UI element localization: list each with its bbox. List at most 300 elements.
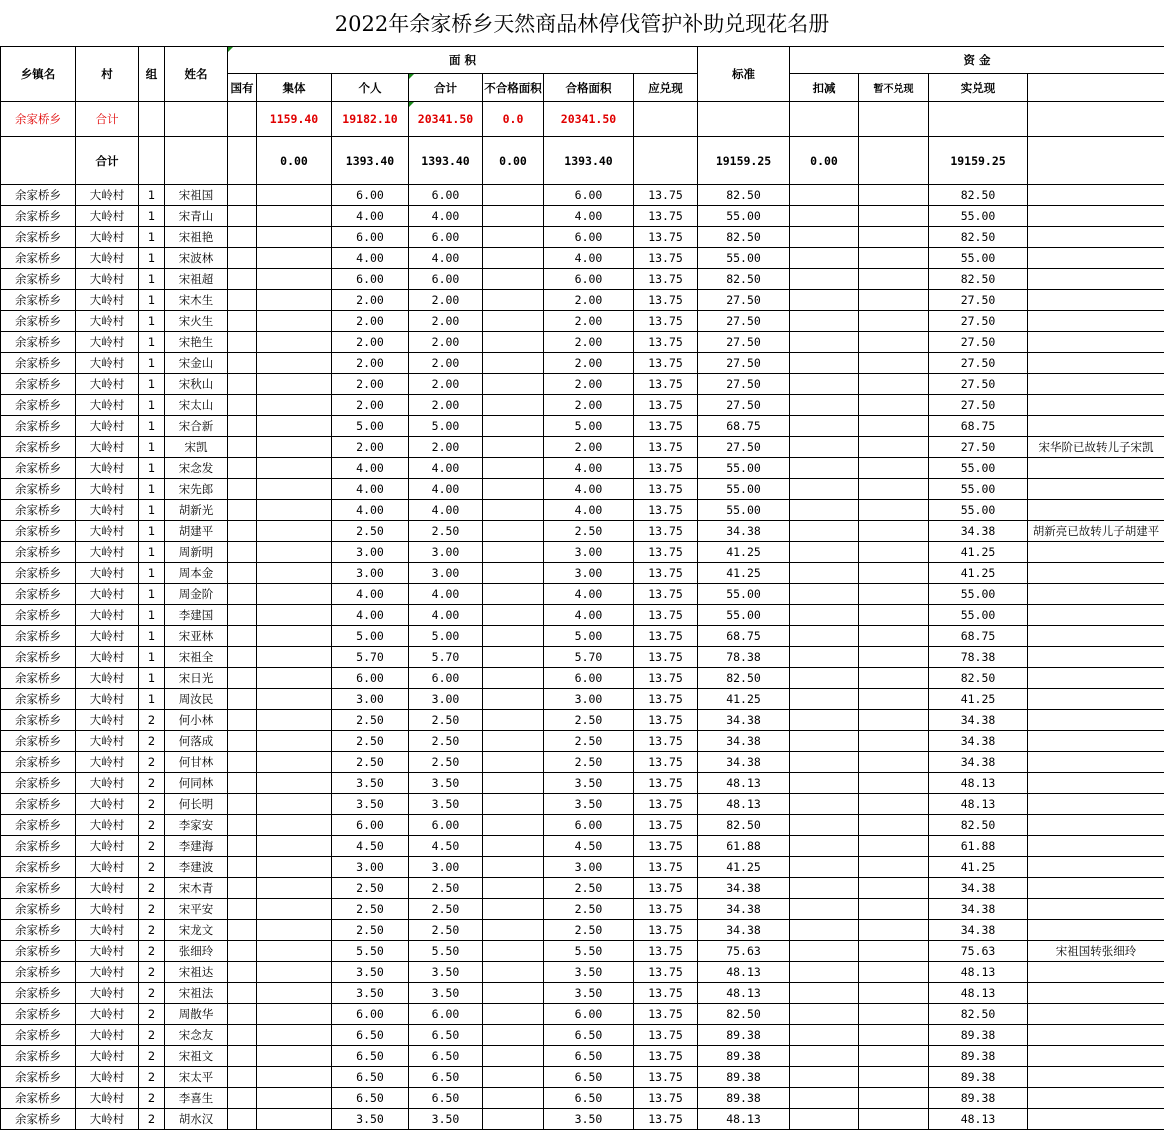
cell-pending — [859, 1025, 929, 1046]
cell-collective — [257, 290, 332, 311]
cell-paid: 89.38 — [929, 1046, 1028, 1067]
table-row — [1, 920, 1164, 941]
cell-state-owned — [228, 731, 257, 752]
summary-village-collective: 0.00 — [257, 137, 332, 185]
cell-individual: 2.50 — [332, 710, 409, 731]
cell-individual: 6.50 — [332, 1046, 409, 1067]
cell-remark — [1028, 479, 1164, 500]
cell-area-total: 2.00 — [409, 395, 483, 416]
cell-area-total: 6.00 — [409, 668, 483, 689]
cell-state-owned — [228, 185, 257, 206]
cell-group: 2 — [139, 731, 165, 752]
cell-individual: 2.00 — [332, 332, 409, 353]
cell-unqualified — [483, 983, 544, 1004]
cell-collective — [257, 710, 332, 731]
cell-group: 1 — [139, 353, 165, 374]
cell-unqualified — [483, 206, 544, 227]
cell-paid: 89.38 — [929, 1067, 1028, 1088]
cell-remark — [1028, 185, 1164, 206]
summary-village-qualified: 1393.40 — [544, 137, 634, 185]
cell-township: 余家桥乡 — [1, 1025, 76, 1046]
cell-deduction — [790, 1088, 859, 1109]
cell-township: 余家桥乡 — [1, 899, 76, 920]
cell-group: 2 — [139, 815, 165, 836]
cell-collective — [257, 353, 332, 374]
cell-payable: 27.50 — [698, 290, 790, 311]
cell-remark — [1028, 647, 1164, 668]
cell-state-owned — [228, 1109, 257, 1130]
cell-standard: 13.75 — [634, 878, 698, 899]
cell-individual: 6.00 — [332, 269, 409, 290]
cell-township: 余家桥乡 — [1, 815, 76, 836]
cell-payable: 89.38 — [698, 1046, 790, 1067]
cell-state-owned — [228, 521, 257, 542]
cell-village: 大岭村 — [76, 794, 139, 815]
cell-unqualified — [483, 479, 544, 500]
cell-area-total: 3.50 — [409, 983, 483, 1004]
cell-township: 余家桥乡 — [1, 332, 76, 353]
cell-group: 2 — [139, 962, 165, 983]
cell-standard: 13.75 — [634, 185, 698, 206]
cell-standard: 13.75 — [634, 794, 698, 815]
table-row — [1, 1109, 1164, 1130]
cell-standard: 13.75 — [634, 857, 698, 878]
cell-group: 2 — [139, 1109, 165, 1130]
cell-qualified: 3.50 — [544, 983, 634, 1004]
cell-pending — [859, 605, 929, 626]
cell-area-total: 2.00 — [409, 311, 483, 332]
cell-area-total: 4.00 — [409, 248, 483, 269]
cell-group: 1 — [139, 479, 165, 500]
cell-standard: 13.75 — [634, 416, 698, 437]
cell-unqualified — [483, 962, 544, 983]
table-row — [1, 1025, 1164, 1046]
cell-payable: 82.50 — [698, 815, 790, 836]
cell-deduction — [790, 458, 859, 479]
cell-pending — [859, 311, 929, 332]
cell-qualified: 3.50 — [544, 794, 634, 815]
cell-remark — [1028, 290, 1164, 311]
cell-group: 2 — [139, 710, 165, 731]
cell-name: 宋念发 — [165, 458, 228, 479]
cell-group: 1 — [139, 269, 165, 290]
cell-individual: 2.00 — [332, 290, 409, 311]
table-row — [1, 374, 1164, 395]
cell-paid: 27.50 — [929, 437, 1028, 458]
cell-collective — [257, 773, 332, 794]
cell-unqualified — [483, 731, 544, 752]
cell-payable: 41.25 — [698, 689, 790, 710]
cell-township: 余家桥乡 — [1, 479, 76, 500]
cell-name: 宋祖法 — [165, 983, 228, 1004]
cell-individual: 3.50 — [332, 794, 409, 815]
cell-remark — [1028, 1109, 1164, 1130]
cell-area-total: 2.00 — [409, 332, 483, 353]
cell-remark — [1028, 794, 1164, 815]
cell-township: 余家桥乡 — [1, 248, 76, 269]
cell-payable: 61.88 — [698, 836, 790, 857]
cell-remark — [1028, 353, 1164, 374]
cell-pending — [859, 290, 929, 311]
cell-standard: 13.75 — [634, 1025, 698, 1046]
roster-table — [0, 46, 1164, 1130]
cell-standard: 13.75 — [634, 941, 698, 962]
cell-village: 大岭村 — [76, 941, 139, 962]
cell-unqualified — [483, 311, 544, 332]
cell-village: 大岭村 — [76, 731, 139, 752]
cell-qualified: 6.00 — [544, 668, 634, 689]
cell-individual: 2.50 — [332, 920, 409, 941]
cell-individual: 6.50 — [332, 1067, 409, 1088]
cell-pending — [859, 794, 929, 815]
cell-payable: 27.50 — [698, 395, 790, 416]
header-state-owned: 国有 — [228, 74, 257, 102]
cell-village: 大岭村 — [76, 1067, 139, 1088]
cell-deduction — [790, 1004, 859, 1025]
cell-collective — [257, 815, 332, 836]
cell-deduction — [790, 668, 859, 689]
cell-paid: 48.13 — [929, 1109, 1028, 1130]
cell-township: 余家桥乡 — [1, 1004, 76, 1025]
cell-qualified: 6.00 — [544, 185, 634, 206]
cell-township: 余家桥乡 — [1, 962, 76, 983]
summary-village-unqualified: 0.00 — [483, 137, 544, 185]
cell-state-owned — [228, 752, 257, 773]
cell-township: 余家桥乡 — [1, 920, 76, 941]
table-row — [1, 479, 1164, 500]
summary-village-payable: 19159.25 — [698, 137, 790, 185]
cell-payable: 34.38 — [698, 878, 790, 899]
cell-name: 宋火生 — [165, 311, 228, 332]
cell-paid: 55.00 — [929, 479, 1028, 500]
cell-township: 余家桥乡 — [1, 374, 76, 395]
cell-township: 余家桥乡 — [1, 395, 76, 416]
cell-deduction — [790, 1067, 859, 1088]
cell-pending — [859, 857, 929, 878]
cell-state-owned — [228, 941, 257, 962]
summary-village-deduction: 0.00 — [790, 137, 859, 185]
cell-unqualified — [483, 374, 544, 395]
cell-name: 宋合新 — [165, 416, 228, 437]
cell-unqualified — [483, 605, 544, 626]
table-row — [1, 1088, 1164, 1109]
table-row — [1, 227, 1164, 248]
cell-unqualified — [483, 542, 544, 563]
cell-township: 余家桥乡 — [1, 563, 76, 584]
cell-group: 2 — [139, 773, 165, 794]
cell-standard: 13.75 — [634, 1109, 698, 1130]
table-row — [1, 899, 1164, 920]
cell-paid: 82.50 — [929, 269, 1028, 290]
table-row — [1, 416, 1164, 437]
cell-pending — [859, 479, 929, 500]
cell-area-total: 3.00 — [409, 563, 483, 584]
cell-group: 2 — [139, 1046, 165, 1067]
cell-collective — [257, 374, 332, 395]
cell-unqualified — [483, 353, 544, 374]
cell-group: 1 — [139, 374, 165, 395]
summary-village-label: 合计 — [76, 137, 139, 185]
cell-township: 余家桥乡 — [1, 752, 76, 773]
cell-deduction — [790, 479, 859, 500]
cell-individual: 4.00 — [332, 206, 409, 227]
cell-village: 大岭村 — [76, 752, 139, 773]
cell-standard: 13.75 — [634, 605, 698, 626]
cell-state-owned — [228, 416, 257, 437]
cell-name: 宋太平 — [165, 1067, 228, 1088]
table-row — [1, 1067, 1164, 1088]
cell-state-owned — [228, 1046, 257, 1067]
cell-area-total: 2.50 — [409, 920, 483, 941]
cell-name: 宋日光 — [165, 668, 228, 689]
cell-collective — [257, 416, 332, 437]
cell-remark — [1028, 311, 1164, 332]
cell-name: 周汝民 — [165, 689, 228, 710]
cell-unqualified — [483, 878, 544, 899]
cell-area-total: 4.00 — [409, 206, 483, 227]
cell-area-total: 2.50 — [409, 521, 483, 542]
cell-pending — [859, 1004, 929, 1025]
cell-individual: 2.00 — [332, 374, 409, 395]
header-qualified: 合格面积 — [544, 74, 634, 102]
cell-paid: 55.00 — [929, 500, 1028, 521]
header-paid: 实兑现 — [929, 74, 1028, 102]
cell-collective — [257, 1004, 332, 1025]
cell-state-owned — [228, 584, 257, 605]
cell-paid: 82.50 — [929, 815, 1028, 836]
cell-unqualified — [483, 458, 544, 479]
cell-pending — [859, 1109, 929, 1130]
cell-individual: 3.50 — [332, 983, 409, 1004]
cell-deduction — [790, 395, 859, 416]
cell-remark — [1028, 563, 1164, 584]
cell-unqualified — [483, 1109, 544, 1130]
cell-payable: 89.38 — [698, 1025, 790, 1046]
cell-individual: 2.50 — [332, 521, 409, 542]
cell-qualified: 2.00 — [544, 395, 634, 416]
cell-individual: 2.00 — [332, 437, 409, 458]
cell-township: 余家桥乡 — [1, 605, 76, 626]
cell-individual: 4.00 — [332, 605, 409, 626]
table-row — [1, 626, 1164, 647]
cell-village: 大岭村 — [76, 626, 139, 647]
cell-individual: 4.00 — [332, 458, 409, 479]
cell-standard: 13.75 — [634, 332, 698, 353]
cell-name: 宋金山 — [165, 353, 228, 374]
cell-standard: 13.75 — [634, 983, 698, 1004]
cell-paid: 48.13 — [929, 773, 1028, 794]
cell-name: 李建波 — [165, 857, 228, 878]
cell-area-total: 4.00 — [409, 479, 483, 500]
cell-paid: 34.38 — [929, 521, 1028, 542]
cell-deduction — [790, 416, 859, 437]
cell-village: 大岭村 — [76, 1046, 139, 1067]
cell-township: 余家桥乡 — [1, 311, 76, 332]
cell-pending — [859, 668, 929, 689]
cell-standard: 13.75 — [634, 458, 698, 479]
cell-paid: 55.00 — [929, 458, 1028, 479]
cell-pending — [859, 752, 929, 773]
cell-group: 1 — [139, 584, 165, 605]
summary-village-paid: 19159.25 — [929, 137, 1028, 185]
cell-village: 大岭村 — [76, 395, 139, 416]
cell-pending — [859, 269, 929, 290]
cell-paid: 34.38 — [929, 920, 1028, 941]
cell-village: 大岭村 — [76, 899, 139, 920]
cell-qualified: 3.00 — [544, 563, 634, 584]
cell-remark — [1028, 962, 1164, 983]
cell-remark — [1028, 668, 1164, 689]
cell-deduction — [790, 752, 859, 773]
cell-pending — [859, 710, 929, 731]
cell-village: 大岭村 — [76, 437, 139, 458]
cell-individual: 6.00 — [332, 227, 409, 248]
cell-village: 大岭村 — [76, 458, 139, 479]
cell-unqualified — [483, 752, 544, 773]
cell-group: 2 — [139, 878, 165, 899]
table-row — [1, 1004, 1164, 1025]
cell-pending — [859, 689, 929, 710]
cell-collective — [257, 899, 332, 920]
cell-area-total: 6.50 — [409, 1088, 483, 1109]
cell-unqualified — [483, 227, 544, 248]
cell-collective — [257, 920, 332, 941]
cell-collective — [257, 584, 332, 605]
cell-remark — [1028, 773, 1164, 794]
cell-standard: 13.75 — [634, 647, 698, 668]
cell-village: 大岭村 — [76, 500, 139, 521]
cell-name: 何甘林 — [165, 752, 228, 773]
table-row — [1, 878, 1164, 899]
cell-name: 宋龙文 — [165, 920, 228, 941]
cell-unqualified — [483, 416, 544, 437]
cell-standard: 13.75 — [634, 710, 698, 731]
header-township: 乡镇名 — [1, 47, 76, 102]
table-row — [1, 269, 1164, 290]
table-row — [1, 731, 1164, 752]
cell-standard: 13.75 — [634, 920, 698, 941]
cell-township: 余家桥乡 — [1, 206, 76, 227]
cell-pending — [859, 584, 929, 605]
cell-qualified: 6.00 — [544, 1004, 634, 1025]
cell-unqualified — [483, 1004, 544, 1025]
cell-payable: 55.00 — [698, 458, 790, 479]
cell-qualified: 6.50 — [544, 1067, 634, 1088]
cell-pending — [859, 374, 929, 395]
cell-unqualified — [483, 185, 544, 206]
cell-standard: 13.75 — [634, 542, 698, 563]
cell-collective — [257, 794, 332, 815]
cell-state-owned — [228, 899, 257, 920]
cell-payable: 55.00 — [698, 500, 790, 521]
cell-individual: 3.50 — [332, 962, 409, 983]
cell-unqualified — [483, 395, 544, 416]
cell-standard: 13.75 — [634, 689, 698, 710]
cell-remark — [1028, 374, 1164, 395]
cell-individual: 3.00 — [332, 542, 409, 563]
cell-village: 大岭村 — [76, 962, 139, 983]
cell-payable: 48.13 — [698, 983, 790, 1004]
cell-paid: 75.63 — [929, 941, 1028, 962]
header-collective: 集体 — [257, 74, 332, 102]
cell-individual: 5.00 — [332, 626, 409, 647]
cell-state-owned — [228, 311, 257, 332]
cell-paid: 41.25 — [929, 542, 1028, 563]
cell-village: 大岭村 — [76, 1109, 139, 1130]
cell-payable: 82.50 — [698, 1004, 790, 1025]
cell-village: 大岭村 — [76, 983, 139, 1004]
header-individual: 个人 — [332, 74, 409, 102]
cell-pending — [859, 983, 929, 1004]
cell-group: 2 — [139, 1067, 165, 1088]
cell-remark — [1028, 1088, 1164, 1109]
cell-paid: 48.13 — [929, 983, 1028, 1004]
cell-qualified: 2.00 — [544, 437, 634, 458]
cell-collective — [257, 668, 332, 689]
cell-village: 大岭村 — [76, 836, 139, 857]
cell-state-owned — [228, 374, 257, 395]
header-name: 姓名 — [165, 47, 228, 102]
cell-individual: 6.00 — [332, 185, 409, 206]
cell-pending — [859, 563, 929, 584]
cell-payable: 89.38 — [698, 1088, 790, 1109]
cell-pending — [859, 227, 929, 248]
cell-group: 1 — [139, 290, 165, 311]
cell-village: 大岭村 — [76, 668, 139, 689]
table-row — [1, 1046, 1164, 1067]
cell-qualified: 2.50 — [544, 899, 634, 920]
cell-remark — [1028, 626, 1164, 647]
cell-village: 大岭村 — [76, 773, 139, 794]
table-row — [1, 794, 1164, 815]
cell-state-owned — [228, 794, 257, 815]
cell-area-total: 5.00 — [409, 416, 483, 437]
cell-paid: 41.25 — [929, 857, 1028, 878]
cell-state-owned — [228, 458, 257, 479]
header-pending: 暂不兑现 — [859, 74, 929, 102]
cell-township: 余家桥乡 — [1, 647, 76, 668]
summary-township-qualified: 20341.50 — [544, 102, 634, 137]
summary-township-collective: 1159.40 — [257, 102, 332, 137]
cell-village: 大岭村 — [76, 185, 139, 206]
cell-standard: 13.75 — [634, 227, 698, 248]
cell-paid: 82.50 — [929, 1004, 1028, 1025]
cell-deduction — [790, 794, 859, 815]
cell-group: 1 — [139, 227, 165, 248]
cell-qualified: 6.00 — [544, 269, 634, 290]
cell-individual: 2.50 — [332, 878, 409, 899]
cell-deduction — [790, 584, 859, 605]
cell-name: 李建国 — [165, 605, 228, 626]
cell-paid: 34.38 — [929, 878, 1028, 899]
cell-group: 2 — [139, 941, 165, 962]
cell-deduction — [790, 500, 859, 521]
cell-township: 余家桥乡 — [1, 710, 76, 731]
cell-paid: 34.38 — [929, 752, 1028, 773]
cell-standard: 13.75 — [634, 269, 698, 290]
cell-village: 大岭村 — [76, 920, 139, 941]
cell-pending — [859, 941, 929, 962]
cell-area-total: 3.00 — [409, 689, 483, 710]
cell-individual: 4.00 — [332, 500, 409, 521]
table-row — [1, 752, 1164, 773]
table-row — [1, 185, 1164, 206]
cell-township: 余家桥乡 — [1, 1109, 76, 1130]
cell-payable: 41.25 — [698, 563, 790, 584]
cell-group: 1 — [139, 626, 165, 647]
cell-standard: 13.75 — [634, 836, 698, 857]
header-funds: 资 金 — [790, 47, 1164, 74]
